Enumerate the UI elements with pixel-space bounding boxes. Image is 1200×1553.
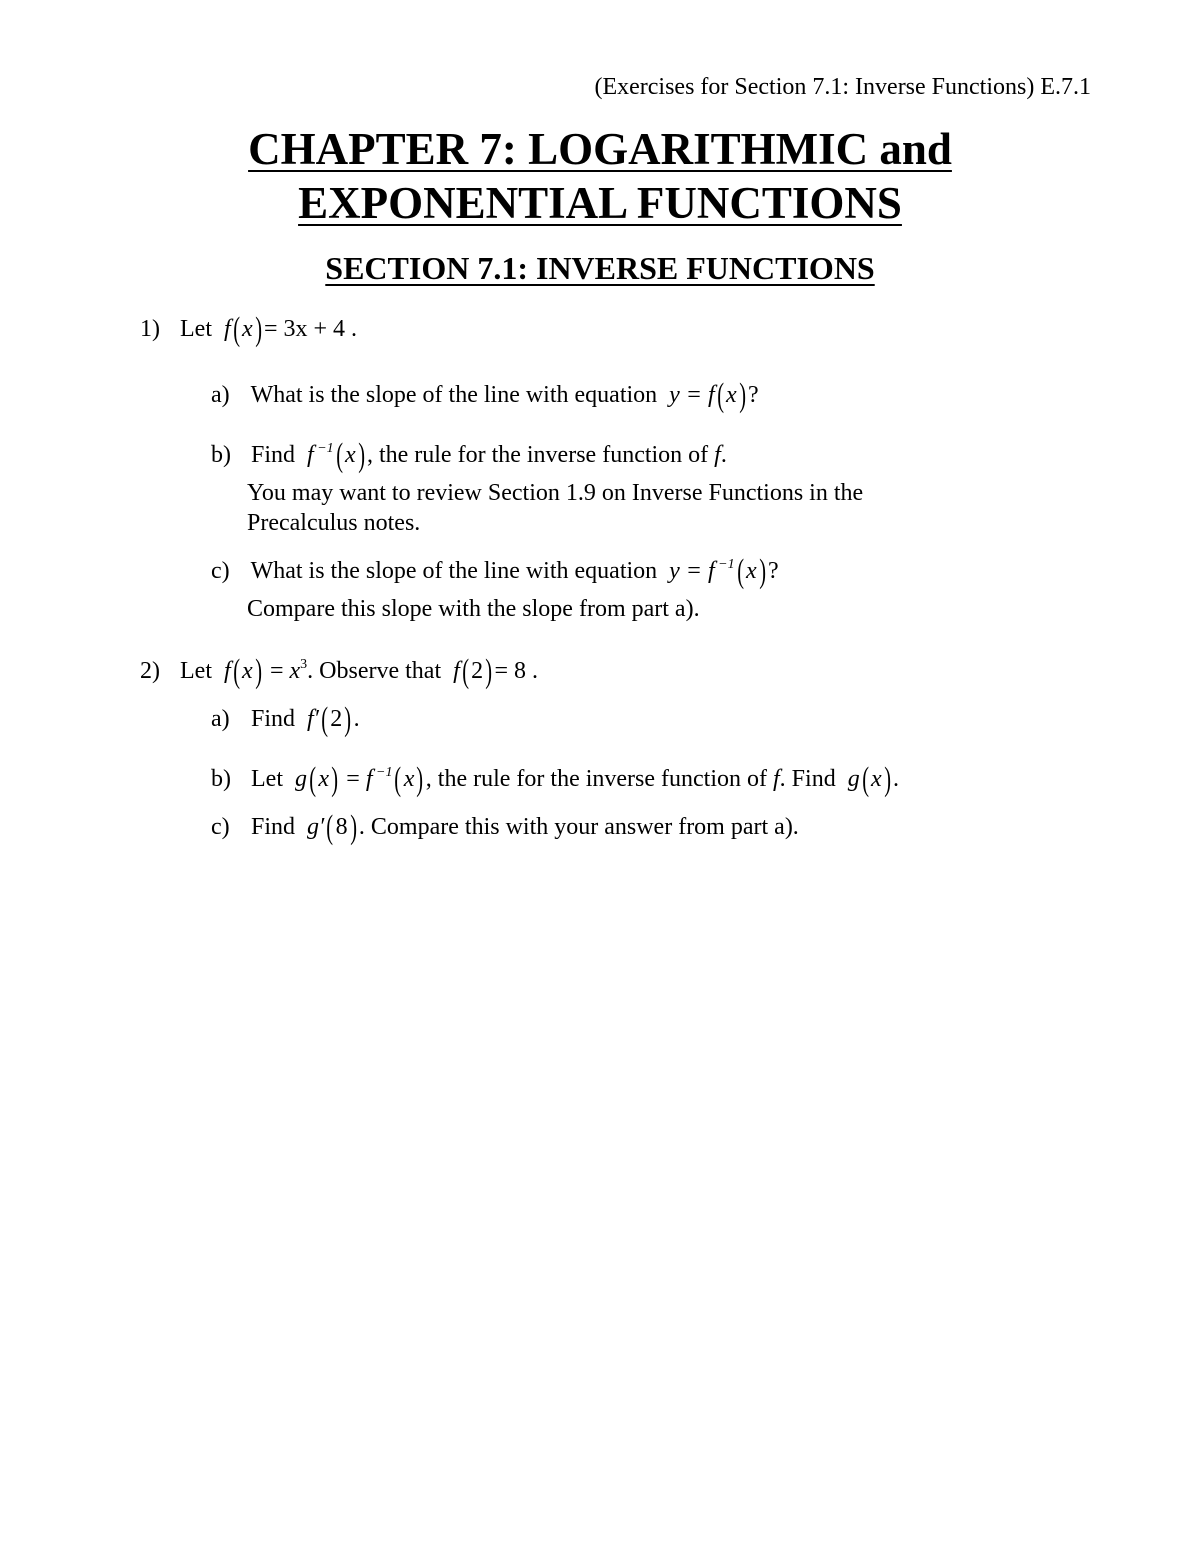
math-y-equals-f-of-x: y = f(x) [663, 377, 746, 414]
problem-1b: b) Find f $^{-1}$(x), the rule for the inverse function of f. [211, 437, 727, 474]
problem-1a: a) What is the slope of the line with equation y = f(x)? [211, 377, 759, 414]
math-f-of-x: f(x) [217, 311, 262, 348]
math-g-of-x: g(x) [841, 761, 891, 798]
problem-1-statement: 1) Let f(x)= 3x + 4 . [140, 311, 358, 348]
math-g-equals-f-inverse: g(x) [288, 761, 339, 798]
chapter-title-line-1: CHAPTER 7: LOGARITHMIC and [248, 124, 952, 174]
problem-2c: c) Find g′(8). Compare this with your answer from part a). [211, 809, 799, 846]
math-f-inverse-of-x: f $^{-1}$(x) [301, 437, 365, 474]
math-y-equals-f-inverse: y = f $^{-1}$(x) [663, 553, 766, 590]
problem-2-number: 2) [140, 658, 160, 684]
problem-1c: c) What is the slope of the line with equation y = f $^{-1}$(x)? [211, 553, 779, 590]
chapter-title [0, 122, 1200, 230]
math-f-prime-of-2: f′( [301, 701, 328, 738]
chapter-title-line-2: EXPONENTIAL FUNCTIONS [298, 178, 902, 228]
running-header: (Exercises for Section 7.1: Inverse Functions) E.7.1 [594, 74, 1091, 100]
problem-1-note-line-2: Precalculus notes. [247, 510, 421, 536]
math-g-prime-of-8: g′( [301, 809, 334, 846]
problem-1-note-line-1: You may want to review Section 1.9 on Inverse Functions in the [247, 480, 864, 506]
problem-1-number: 1) [140, 316, 160, 342]
problem-1c-note: Compare this slope with the slope from part a). [247, 596, 700, 622]
section-title [0, 248, 1200, 288]
problem-2a: a) Find f′(2). [211, 701, 360, 738]
section-title-text: SECTION 7.1: INVERSE FUNCTIONS [325, 250, 875, 286]
problem-2-statement: 2) Let $f(x) = x^3$. Observe that f(2)= 8 . [140, 653, 539, 690]
math-f-of-x-cubed: f(x) [217, 653, 262, 690]
problem-2b: b) Let g(x) = f $^{-1}$(x), the rule for the inverse function of f. Find g(x). [211, 761, 899, 798]
math-f-of-2: f( [447, 653, 469, 690]
